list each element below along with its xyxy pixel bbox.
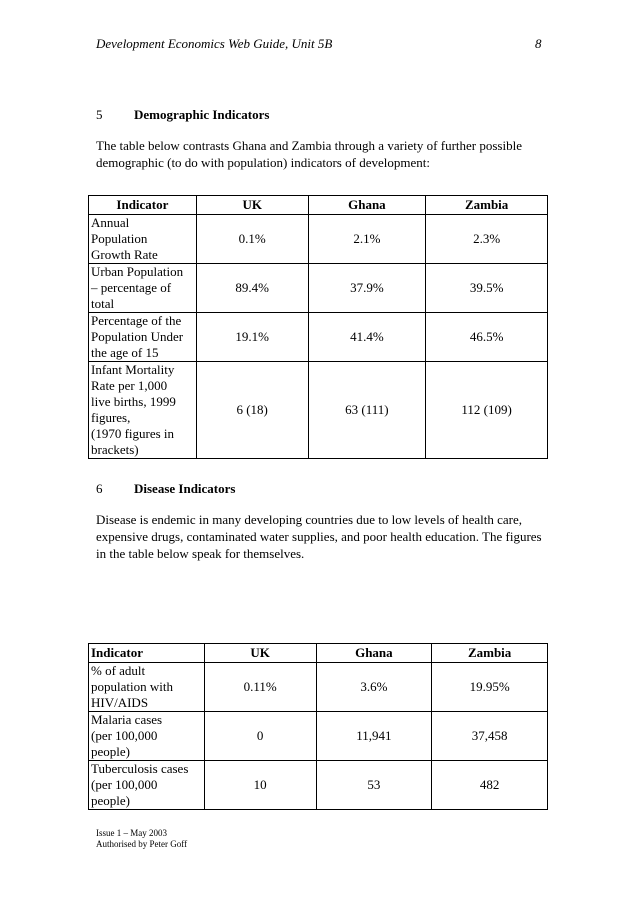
zambia-value: 19.95% (432, 663, 548, 712)
ghana-value: 41.4% (308, 313, 426, 362)
zambia-value: 2.3% (426, 215, 548, 264)
section-number: 6 (96, 481, 103, 496)
row-label: Tuberculosis cases (per 100,000 people) (89, 761, 205, 810)
table-row (89, 264, 548, 313)
column-header: Indicator (89, 644, 205, 663)
uk-value: 19.1% (196, 313, 308, 362)
ghana-value: 11,941 (316, 712, 432, 761)
ghana-value: 3.6% (316, 663, 432, 712)
row-label: Malaria cases (per 100,000 people) (89, 712, 205, 761)
table-row (89, 761, 548, 810)
row-label: Annual Population Growth Rate (89, 215, 197, 264)
row-label: % of adult population with HIV/AIDS (89, 663, 205, 712)
demographic-indicators-table (88, 195, 548, 459)
page-number: 8 (535, 36, 542, 51)
table-row (89, 362, 548, 459)
column-header: UK (196, 196, 308, 215)
footer-issue: Issue 1 – May 2003 (96, 828, 167, 838)
table-header-row (89, 196, 548, 215)
section-6-intro: Disease is endemic in many developing countries due to low levels of health care, expensive drugs, contaminated water supplies, and poor health education. The figures in the table below speak for themselves. (96, 512, 542, 561)
uk-value: 0 (204, 712, 316, 761)
column-header: Indicator (89, 196, 197, 215)
ghana-value: 2.1% (308, 215, 426, 264)
section-number: 5 (96, 107, 103, 122)
table-header-row (89, 644, 548, 663)
row-label: Percentage of the Population Under the age of 15 (89, 313, 197, 362)
uk-value: 0.11% (204, 663, 316, 712)
section-5-heading (96, 107, 269, 123)
uk-value: 6 (18) (196, 362, 308, 459)
running-header-title: Development Economics Web Guide, Unit 5B (96, 36, 333, 51)
column-header: Zambia (426, 196, 548, 215)
table-row (89, 712, 548, 761)
column-header: UK (204, 644, 316, 663)
ghana-value: 37.9% (308, 264, 426, 313)
footer-authorised: Authorised by Peter Goff (96, 839, 188, 849)
column-header: Ghana (308, 196, 426, 215)
zambia-value: 112 (109) (426, 362, 548, 459)
zambia-value: 46.5% (426, 313, 548, 362)
zambia-value: 39.5% (426, 264, 548, 313)
uk-value: 0.1% (196, 215, 308, 264)
table-row (89, 215, 548, 264)
ghana-value: 63 (111) (308, 362, 426, 459)
page-footer (96, 828, 187, 850)
disease-indicators-table (88, 643, 548, 810)
row-label: Urban Population – percentage of total (89, 264, 197, 313)
uk-value: 89.4% (196, 264, 308, 313)
zambia-value: 37,458 (432, 712, 548, 761)
column-header: Zambia (432, 644, 548, 663)
table-row (89, 663, 548, 712)
section-title: Demographic Indicators (134, 107, 270, 122)
uk-value: 10 (204, 761, 316, 810)
row-label: Infant Mortality Rate per 1,000 live births, 1999 figures, (1970 figures in brackets) (89, 362, 197, 459)
ghana-value: 53 (316, 761, 432, 810)
table-row (89, 313, 548, 362)
section-6-heading (96, 481, 235, 497)
section-5-intro: The table below contrasts Ghana and Zambia through a variety of further possible demographic (to do with population) indicators of development: (96, 138, 522, 170)
zambia-value: 482 (432, 761, 548, 810)
column-header: Ghana (316, 644, 432, 663)
section-title: Disease Indicators (134, 481, 236, 496)
